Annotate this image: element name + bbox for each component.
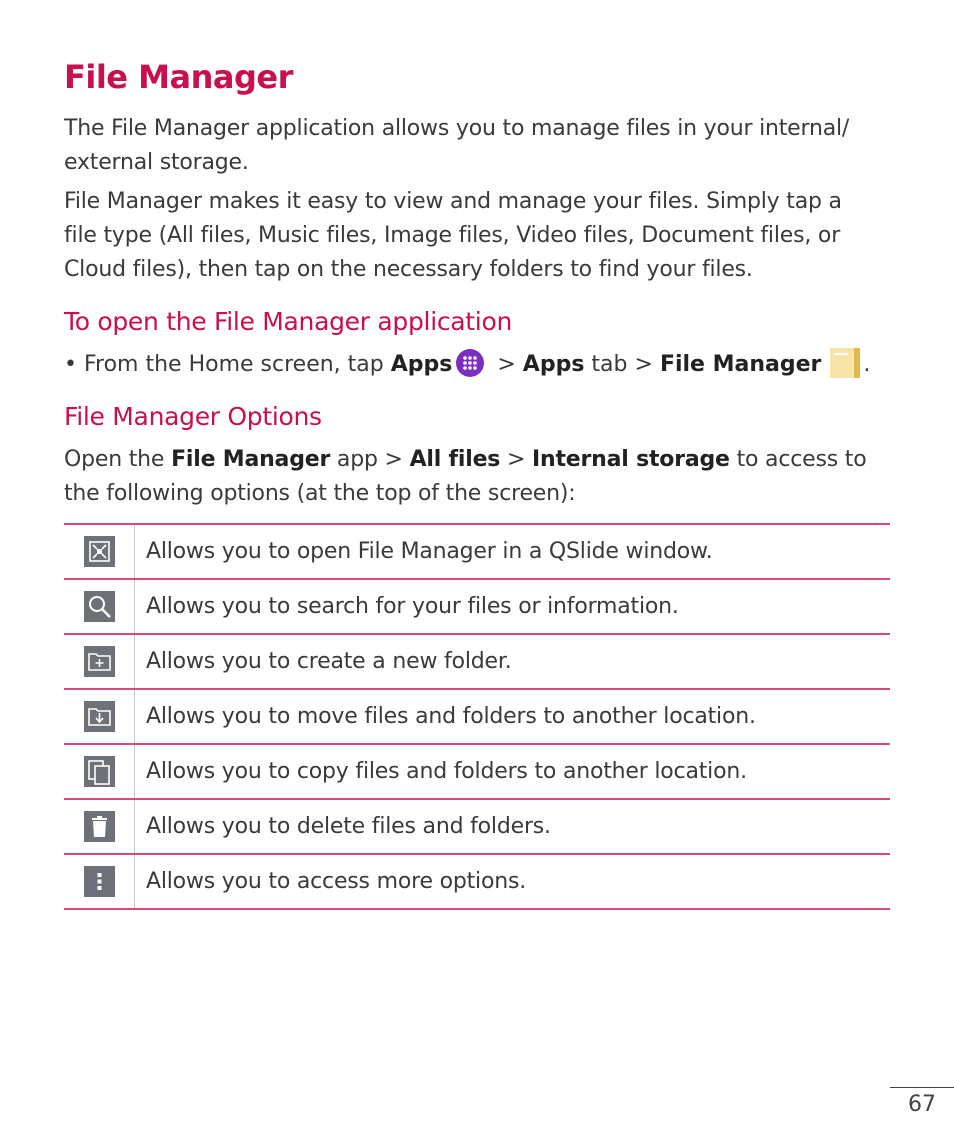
apps-label: Apps [390,352,453,377]
page-number: 67 [890,1087,954,1117]
options-section-heading: File Manager Options [64,402,322,431]
separator: > [634,352,653,377]
option-description: Allows you to delete files and folders. [135,799,891,854]
page-title: File Manager [64,58,293,96]
table-row [64,524,890,579]
copy-icon [84,756,115,787]
trash-icon [84,811,115,842]
option-description: Allows you to search for your files or information. [135,579,891,634]
table-row [64,689,890,744]
file-manager-label: File Manager [171,447,331,472]
options-intro: Open the File Manager app > All files > Internal storage to access to the following options (at the top of the screen): [64,447,867,506]
option-description: Allows you to open File Manager in a QSlide window. [135,524,891,579]
from-home-text: From the Home screen, tap [83,352,384,377]
open-instruction [64,346,890,384]
table-row [64,579,890,634]
search-icon [84,591,115,622]
more-options-icon [84,866,115,897]
option-description: Allows you to create a new folder. [135,634,891,689]
options-table [64,523,890,910]
table-row [64,799,890,854]
table-row [64,744,890,799]
apps-icon [456,349,484,377]
file-manager-app-icon [829,347,861,379]
apps-tab-label: Apps [522,352,585,377]
intro-paragraph-2: File Manager makes it easy to view and manage your files. Simply tap a file type (All files, Music files, Image files, Video files, Document files, or Cloud files), then tap on the necessary folders to find your files. [64,189,842,282]
all-files-label: All files [409,447,501,472]
separator: > [497,352,516,377]
option-description: Allows you to copy files and folders to another location. [135,744,891,799]
option-description: Allows you to move files and folders to another location. [135,689,891,744]
bullet: • [64,352,77,377]
period: . [863,352,871,377]
move-icon [84,701,115,732]
file-manager-label: File Manager [659,352,822,377]
table-row [64,854,890,909]
table-row [64,634,890,689]
open-section-heading: To open the File Manager application [64,307,512,336]
tab-word: tab [591,352,628,377]
qslide-icon [84,536,115,567]
option-description: Allows you to access more options. [135,854,891,909]
new-folder-icon [84,646,115,677]
intro-paragraph-1: The File Manager application allows you to manage files in your internal/ external storage. [64,116,850,175]
internal-storage-label: Internal storage [532,447,730,472]
